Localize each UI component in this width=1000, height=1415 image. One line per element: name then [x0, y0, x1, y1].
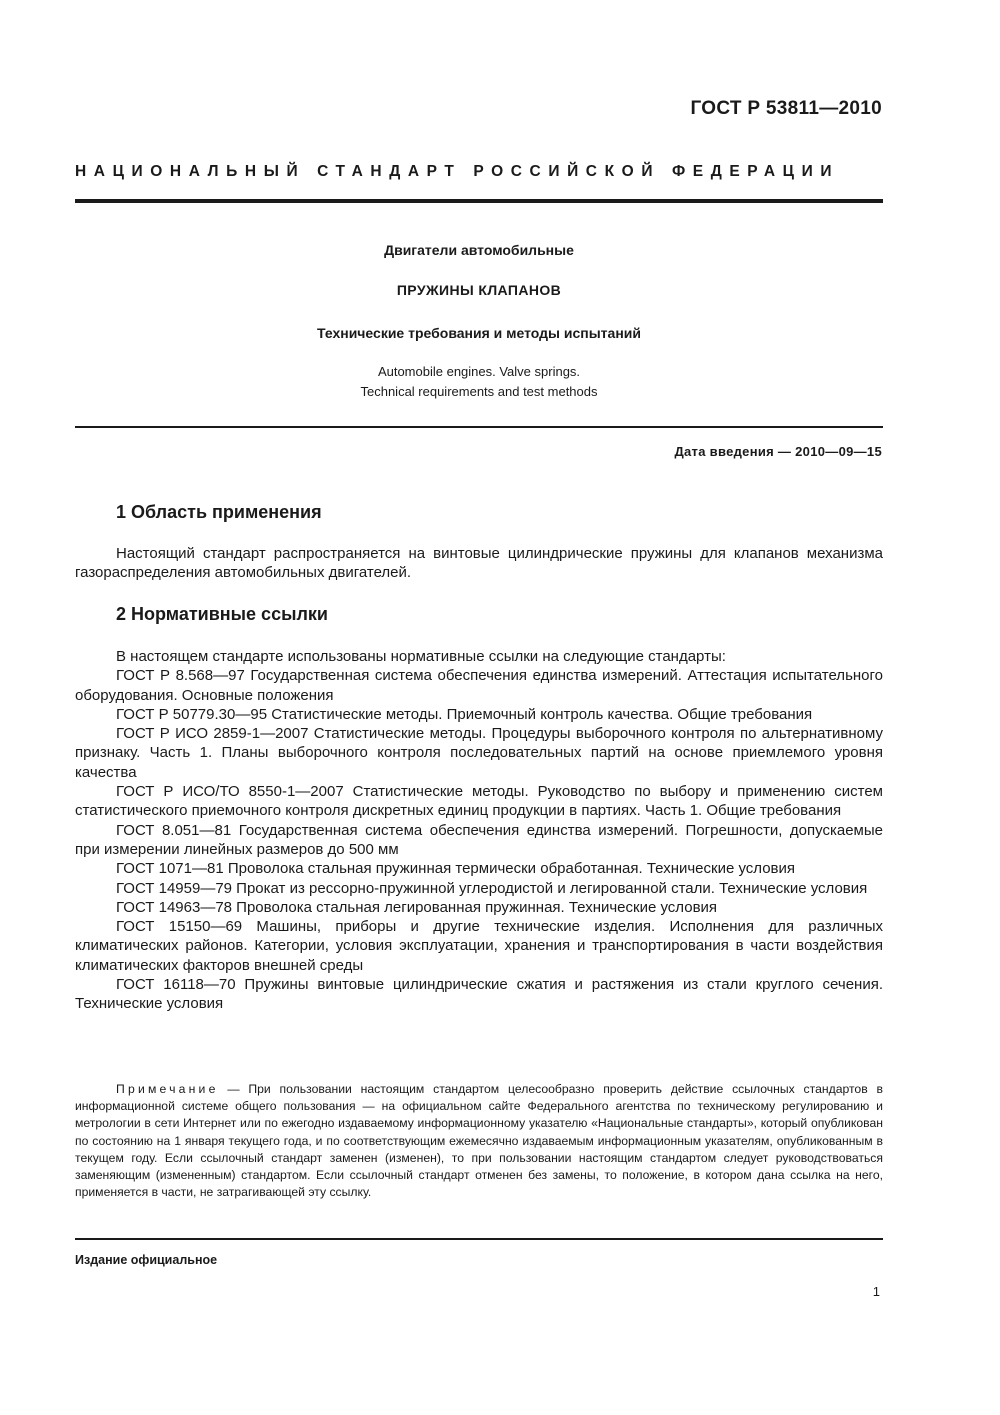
reference-item: ГОСТ Р 8.568—97 Государственная система обеспечения единства измерений. Аттестация испытательного оборудования. Основные положения	[75, 667, 883, 704]
page-number: 1	[872, 1284, 880, 1299]
english-title-line-1: Automobile engines. Valve springs.	[377, 364, 581, 379]
note-block	[75, 1081, 883, 1201]
section-1-body	[75, 544, 883, 583]
section-2-intro: В настоящем стандарте использованы нормативные ссылки на следующие стандарты:	[116, 648, 726, 665]
document-subtitle: Технические требования и методы испытаний	[317, 325, 641, 341]
reference-item: ГОСТ 14963—78 Проволока стальная легированная пружинная. Технические условия	[116, 898, 718, 916]
english-title-line-2: Technical requirements and test methods	[360, 384, 598, 399]
national-standard-title: НАЦИОНАЛЬНЫЙ СТАНДАРТ РОССИЙСКОЙ ФЕДЕРАЦИИ	[75, 163, 840, 180]
reference-item: ГОСТ 1071—81 Проволока стальная пружинная термически обработанная. Технические условия	[116, 860, 796, 878]
reference-item: ГОСТ Р ИСО/ТО 8550-1—2007 Статистические методы. Руководство по выбору и применению систем статистического приемочного контроля дискретных единиц продукции в партиях. Часть 1. Общие требования	[75, 783, 883, 820]
section-2-body	[75, 647, 883, 1014]
official-edition-label: Издание официальное	[75, 1253, 218, 1267]
introduction-date: Дата введения — 2010—09—15	[674, 444, 882, 459]
note-paragraph	[75, 1081, 883, 1201]
section-1-heading: 1 Область применения	[116, 502, 322, 522]
reference-item: ГОСТ 8.051—81 Государственная система обеспечения единства измерений. Погрешности, допускаемые при измерении линейных размеров до 500 мм	[75, 821, 883, 858]
reference-item: ГОСТ 14959—79 Прокат из рессорно-пружинной углеродистой и легированной стали. Технические условия	[116, 879, 868, 897]
footer-divider	[75, 1238, 883, 1240]
product-group: Двигатели автомобильные	[384, 242, 574, 258]
note-text: — При пользовании настоящим стандартом целесообразно проверить действие ссылочных стандартов в информационной системе общего пользования — на официальном сайте Федерального агентства по техническому регулированию и метрологии в сети Интернет или по ежегодно издаваемому информационному указателю «Национальные стандарты», который опубликован по состоянию на 1 января текущего года, и по соответствующим ежемесячно издаваемым информационным указателям, опубликованным в текущем году. Если ссылочный стандарт заменен (изменен), то при пользовании настоящим стандартом следует руководствоваться заменяющим (измененным) стандартом. Если ссылочный стандарт отменен без замены, то положение, в котором дана ссылка на него, применяется в части, не затрагивающей эту ссылку.	[75, 1082, 883, 1200]
document-number: ГОСТ Р 53811—2010	[690, 98, 882, 119]
reference-item: ГОСТ Р ИСО 2859-1—2007 Статистические методы. Процедуры выборочного контроля по альтернативному признаку. Часть 1. Планы выборочного контроля последовательных партий на основе приемлемого уровня качества	[75, 725, 883, 781]
note-label: Примечание	[116, 1082, 219, 1096]
reference-item: ГОСТ Р 50779.30—95 Статистические методы. Приемочный контроль качества. Общие требования	[116, 705, 813, 723]
section-1-paragraph: Настоящий стандарт распространяется на винтовые цилиндрические пружины для клапанов механизма газораспределения автомобильных двигателей.	[75, 545, 883, 582]
section-2-heading: 2 Нормативные ссылки	[116, 604, 328, 624]
header-divider	[75, 199, 883, 203]
document-title: ПРУЖИНЫ КЛАПАНОВ	[396, 282, 562, 298]
reference-item: ГОСТ 15150—69 Машины, приборы и другие технические изделия. Исполнения для различных климатических районов. Категории, условия эксплуатации, хранения и транспортирования в части воздействия климатических факторов внешней среды	[75, 918, 883, 974]
title-divider	[75, 426, 883, 428]
reference-item: ГОСТ 16118—70 Пружины винтовые цилиндрические сжатия и растяжения из стали круглого сечения. Технические условия	[75, 976, 883, 1013]
